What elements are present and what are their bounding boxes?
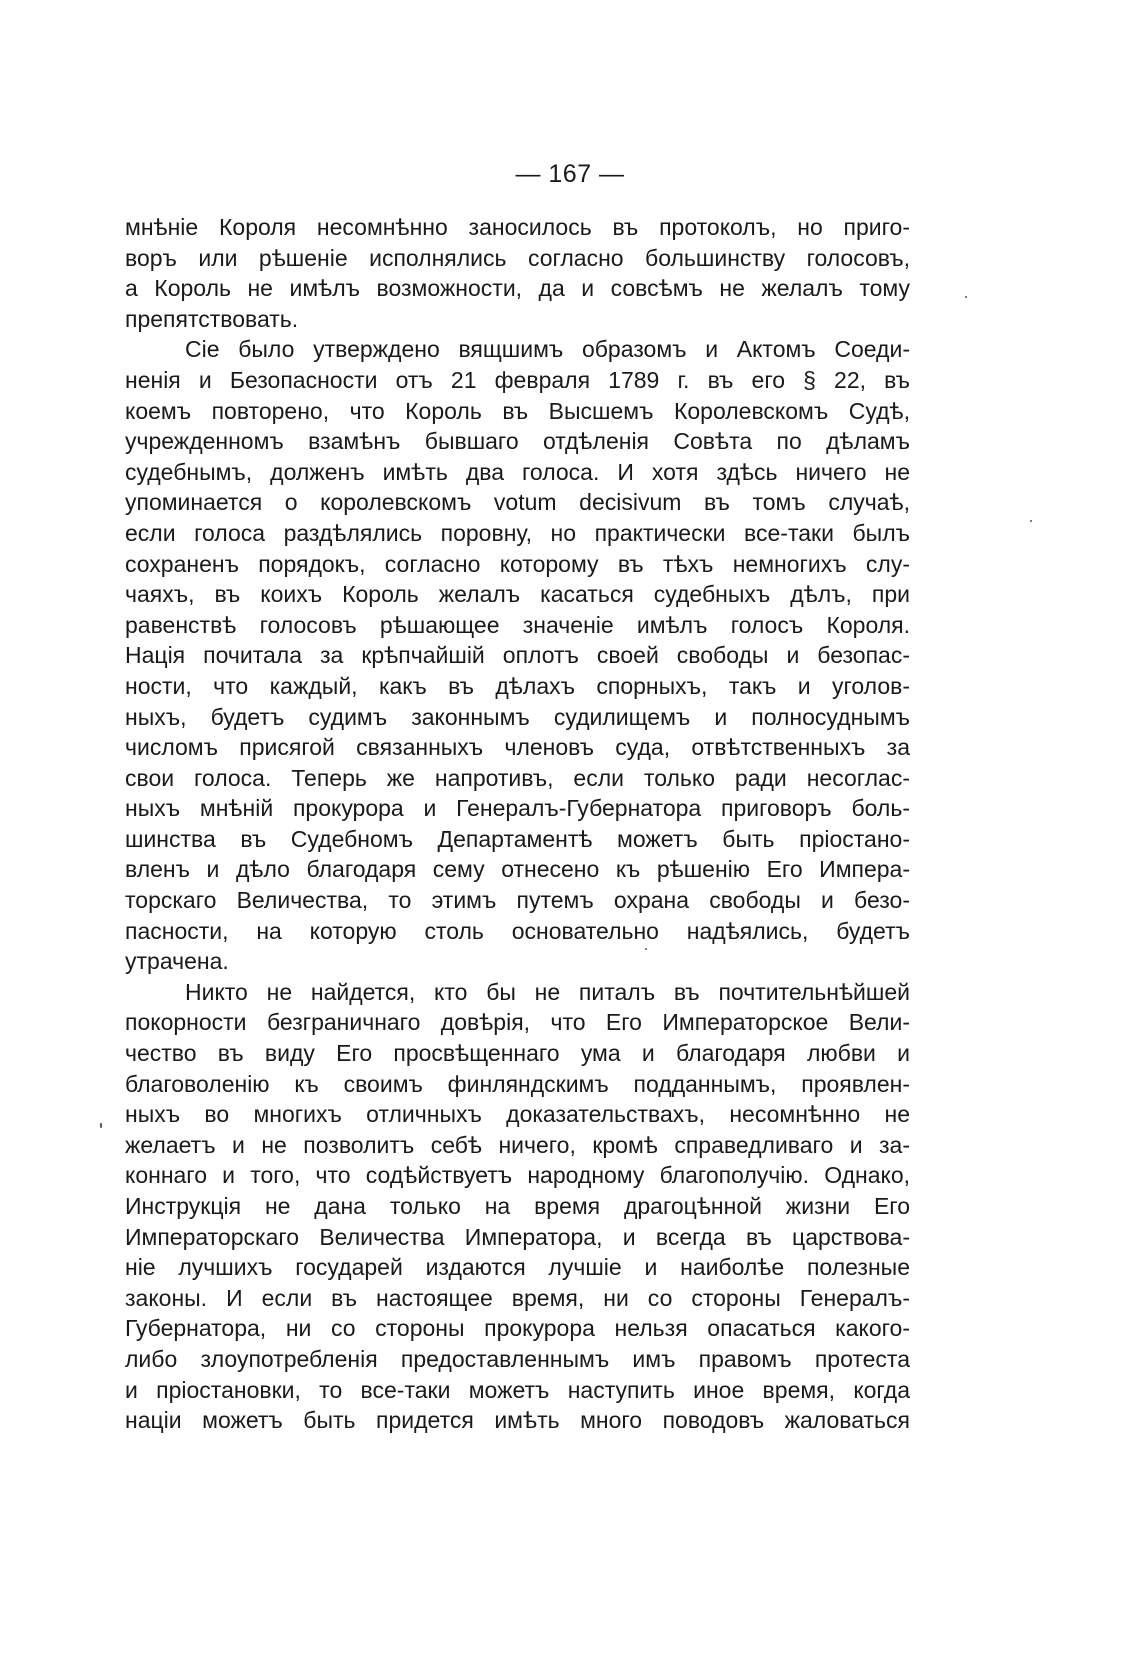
- scan-speck: [1030, 520, 1032, 522]
- text-line: коемъ повторено, что Король въ Высшемъ Королевскомъ Судѣ,: [125, 397, 910, 424]
- text-line: законы. И если въ настоящее время, ни со стороны Генералъ-: [125, 1284, 910, 1311]
- text-line: утрачена.: [125, 948, 229, 975]
- paragraph-2: [125, 334, 910, 976]
- scan-speck: [965, 296, 967, 298]
- text-line: Императорскаго Величества Императора, и всегда въ царствова-: [125, 1223, 910, 1250]
- scan-speck: [100, 1123, 102, 1128]
- text-line: желаетъ и не позволитъ себѣ ничего, кромѣ справедливаго и за-: [125, 1131, 910, 1158]
- text-line: Губернатора, ни со стороны прокурора нельзя опасаться какого-: [125, 1315, 910, 1342]
- text-line: покорности безграничнаго довѣрія, что Его Императорское Вели-: [125, 1009, 910, 1036]
- paragraph-3: [125, 977, 910, 1436]
- text-line: націи можетъ быть придется имѣть много поводовъ жаловаться: [125, 1407, 910, 1434]
- text-line: числомъ присягой связанныхъ членовъ суда, отвѣтственныхъ за: [125, 734, 910, 761]
- text-line: и пріостановки, то все-таки можетъ наступить иное время, когда: [125, 1376, 910, 1403]
- text-line: препятствовать.: [125, 305, 299, 332]
- body-text: [125, 212, 910, 1436]
- text-line: благоволенію къ своимъ финляндскимъ подданнымъ, проявлен-: [125, 1070, 910, 1097]
- text-line: если голоса раздѣлялись поровну, но практически все-таки былъ: [125, 519, 910, 546]
- text-line: коннаго и того, что содѣйствуетъ народному благополучію. Однако,: [125, 1162, 910, 1189]
- page-number: — 167 —: [515, 160, 625, 188]
- text-line: свои голоса. Теперь же напротивъ, если только ради несоглас-: [125, 764, 910, 791]
- text-line: а Король не имѣлъ возможности, да и совсѣмъ не желалъ тому: [125, 275, 910, 302]
- text-line: ныхъ во многихъ отличныхъ доказательствахъ, несомнѣнно не: [125, 1101, 910, 1128]
- text-line: учрежденномъ взамѣнъ бывшаго отдѣленія Совѣта по дѣламъ: [125, 428, 910, 455]
- text-line: ніе лучшихъ государей издаются лучшіе и наиболѣе полезные: [125, 1254, 910, 1281]
- text-line: либо злоупотребленія предоставленнымъ имъ правомъ протеста: [125, 1345, 910, 1372]
- text-line: мнѣніе Короля несомнѣнно заносилось въ протоколъ, но приго-: [125, 214, 910, 240]
- text-line: вленъ и дѣло благодаря сему отнесено къ рѣшенію Его Импера-: [125, 856, 910, 883]
- scan-speck: [645, 948, 647, 950]
- text-line: Никто не найдется, кто бы не питалъ въ почтительнѣйшей: [185, 978, 910, 1005]
- text-line: Нація почитала за крѣпчайшій оплотъ своей свободы и безопас-: [125, 642, 910, 669]
- text-line: ненія и Безопасности отъ 21 февраля 1789 г. въ его § 22, въ: [125, 366, 910, 393]
- text-line: шинства въ Судебномъ Департаментѣ можетъ быть пріостано-: [125, 825, 910, 852]
- text-line: сохраненъ порядокъ, согласно которому въ тѣхъ немногихъ слу-: [125, 550, 910, 577]
- text-line: Сіе было утверждено вящшимъ образомъ и Актомъ Соеди-: [185, 336, 910, 363]
- text-line: упоминается о королевскомъ votum decisivum въ томъ случаѣ,: [125, 489, 910, 516]
- text-line: торскаго Величества, то этимъ путемъ охрана свободы и безо-: [125, 887, 910, 914]
- text-line: ности, что каждый, какъ въ дѣлахъ спорныхъ, такъ и уголов-: [125, 672, 910, 699]
- text-line: судебнымъ, долженъ имѣть два голоса. И хотя здѣсь ничего не: [125, 458, 910, 485]
- text-line: воръ или рѣшеніе исполнялись согласно большинству голосовъ,: [125, 244, 910, 271]
- paragraph-1: [125, 212, 910, 334]
- text-line: ныхъ мнѣній прокурора и Генералъ-Губернатора приговоръ боль-: [125, 795, 910, 822]
- text-line: пасности, на которую столь основательно надѣялись, будетъ: [125, 917, 910, 944]
- text-line: ныхъ, будетъ судимъ законнымъ судилищемъ и полносуднымъ: [125, 703, 910, 730]
- text-line: Инструкція не дана только на время драгоцѣнной жизни Его: [125, 1193, 910, 1219]
- text-line: чаяхъ, въ коихъ Король желалъ касаться судебныхъ дѣлъ, при: [125, 581, 910, 608]
- text-line: чество въ виду Его просвѣщеннаго ума и благодаря любви и: [125, 1040, 910, 1067]
- text-line: равенствѣ голосовъ рѣшающее значеніе имѣлъ голосъ Короля.: [125, 611, 910, 638]
